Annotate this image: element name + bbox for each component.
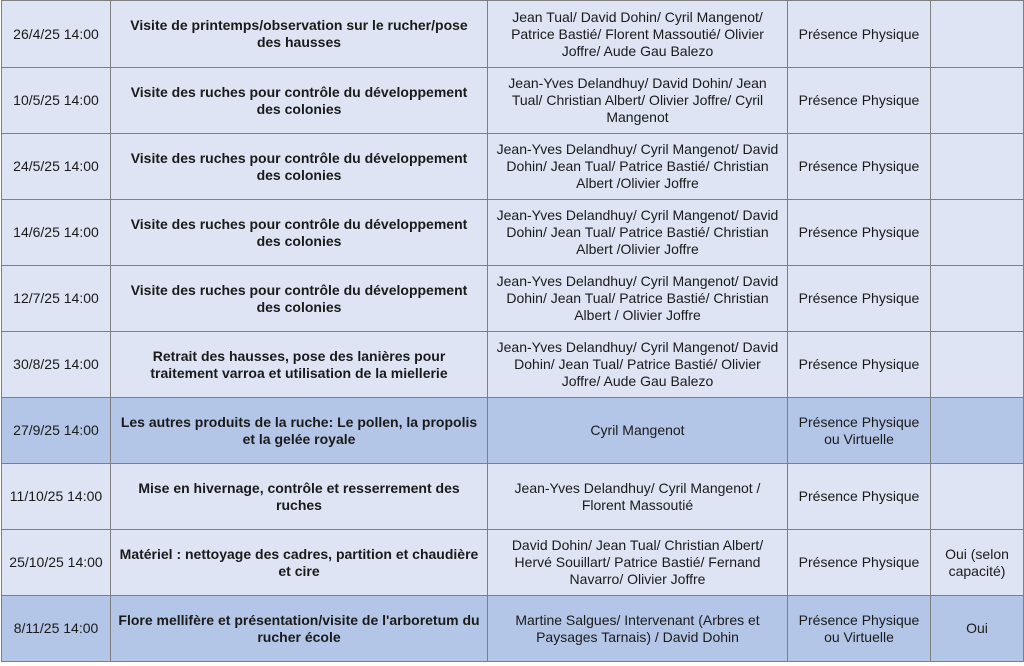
table-row xyxy=(2,68,1024,134)
attendance-mode-cell: Présence Physique xyxy=(788,1,931,68)
extra-cell xyxy=(931,266,1024,332)
facilitators-cell: Martine Salgues/ Intervenant (Arbres et Paysages Tarnais) / David Dohin xyxy=(488,596,788,662)
date-cell: 8/11/25 14:00 xyxy=(2,596,111,662)
attendance-mode-cell: Présence Physique xyxy=(788,134,931,200)
session-title-cell: Visite des ruches pour contrôle du développement des colonies xyxy=(111,134,488,200)
table-row xyxy=(2,266,1024,332)
attendance-mode-cell: Présence Physique xyxy=(788,530,931,596)
table-row xyxy=(2,332,1024,398)
date-cell: 10/5/25 14:00 xyxy=(2,68,111,134)
extra-cell xyxy=(931,464,1024,530)
extra-cell xyxy=(931,398,1024,464)
session-title-cell: Mise en hivernage, contrôle et resserrement des ruches xyxy=(111,464,488,530)
schedule-table xyxy=(1,0,1024,662)
session-title-cell: Matériel : nettoyage des cadres, partition et chaudière et cire xyxy=(111,530,488,596)
date-cell: 27/9/25 14:00 xyxy=(2,398,111,464)
attendance-mode-cell: Présence Physique xyxy=(788,464,931,530)
facilitators-cell: Jean-Yves Delandhuy/ Cyril Mangenot/ David Dohin/ Jean Tual/ Patrice Bastié/ Christian Albert / Olivier Joffre xyxy=(488,266,788,332)
facilitators-cell: Jean-Yves Delandhuy/ Cyril Mangenot/ David Dohin/ Jean Tual/ Patrice Bastié/ Christian Albert /Olivier Joffre xyxy=(488,134,788,200)
table-row xyxy=(2,398,1024,464)
extra-cell xyxy=(931,1,1024,68)
date-cell: 26/4/25 14:00 xyxy=(2,1,111,68)
session-title-cell: Retrait des hausses, pose des lanières pour traitement varroa et utilisation de la miellerie xyxy=(111,332,488,398)
session-title-cell: Visite de printemps/observation sur le rucher/pose des hausses xyxy=(111,1,488,68)
attendance-mode-cell: Présence Physique xyxy=(788,68,931,134)
extra-cell xyxy=(931,200,1024,266)
table-row xyxy=(2,596,1024,662)
table-row xyxy=(2,200,1024,266)
extra-cell xyxy=(931,332,1024,398)
date-cell: 12/7/25 14:00 xyxy=(2,266,111,332)
table-row xyxy=(2,530,1024,596)
attendance-mode-cell: Présence Physique xyxy=(788,200,931,266)
facilitators-cell: Cyril Mangenot xyxy=(488,398,788,464)
table-row xyxy=(2,464,1024,530)
attendance-mode-cell: Présence Physique xyxy=(788,266,931,332)
session-title-cell: Visite des ruches pour contrôle du développement des colonies xyxy=(111,68,488,134)
facilitators-cell: Jean-Yves Delandhuy/ David Dohin/ Jean Tual/ Christian Albert/ Olivier Joffre/ Cyril Mangenot xyxy=(488,68,788,134)
date-cell: 11/10/25 14:00 xyxy=(2,464,111,530)
attendance-mode-cell: Présence Physique ou Virtuelle xyxy=(788,596,931,662)
attendance-mode-cell: Présence Physique ou Virtuelle xyxy=(788,398,931,464)
facilitators-cell: David Dohin/ Jean Tual/ Christian Albert/ Hervé Souillart/ Patrice Bastié/ Fernand Navarro/ Olivier Joffre xyxy=(488,530,788,596)
facilitators-cell: Jean-Yves Delandhuy/ Cyril Mangenot/ David Dohin/ Jean Tual/ Patrice Bastié/ Christian Albert /Olivier Joffre xyxy=(488,200,788,266)
date-cell: 24/5/25 14:00 xyxy=(2,134,111,200)
extra-cell xyxy=(931,68,1024,134)
session-title-cell: Visite des ruches pour contrôle du développement des colonies xyxy=(111,200,488,266)
extra-cell xyxy=(931,134,1024,200)
facilitators-cell: Jean-Yves Delandhuy/ Cyril Mangenot / Florent Massoutié xyxy=(488,464,788,530)
session-title-cell: Visite des ruches pour contrôle du développement des colonies xyxy=(111,266,488,332)
attendance-mode-cell: Présence Physique xyxy=(788,332,931,398)
date-cell: 14/6/25 14:00 xyxy=(2,200,111,266)
facilitators-cell: Jean Tual/ David Dohin/ Cyril Mangenot/ Patrice Bastié/ Florent Massoutié/ Olivier Joffre/ Aude Gau Balezo xyxy=(488,1,788,68)
table-row xyxy=(2,134,1024,200)
extra-cell: Oui xyxy=(931,596,1024,662)
date-cell: 25/10/25 14:00 xyxy=(2,530,111,596)
table-row xyxy=(2,1,1024,68)
session-title-cell: Les autres produits de la ruche: Le pollen, la propolis et la gelée royale xyxy=(111,398,488,464)
facilitators-cell: Jean-Yves Delandhuy/ Cyril Mangenot/ David Dohin/ Jean Tual/ Patrice Bastié/ Olivier Joffre/ Aude Gau Balezo xyxy=(488,332,788,398)
session-title-cell: Flore mellifère et présentation/visite de l'arboretum du rucher école xyxy=(111,596,488,662)
date-cell: 30/8/25 14:00 xyxy=(2,332,111,398)
extra-cell: Oui (selon capacité) xyxy=(931,530,1024,596)
